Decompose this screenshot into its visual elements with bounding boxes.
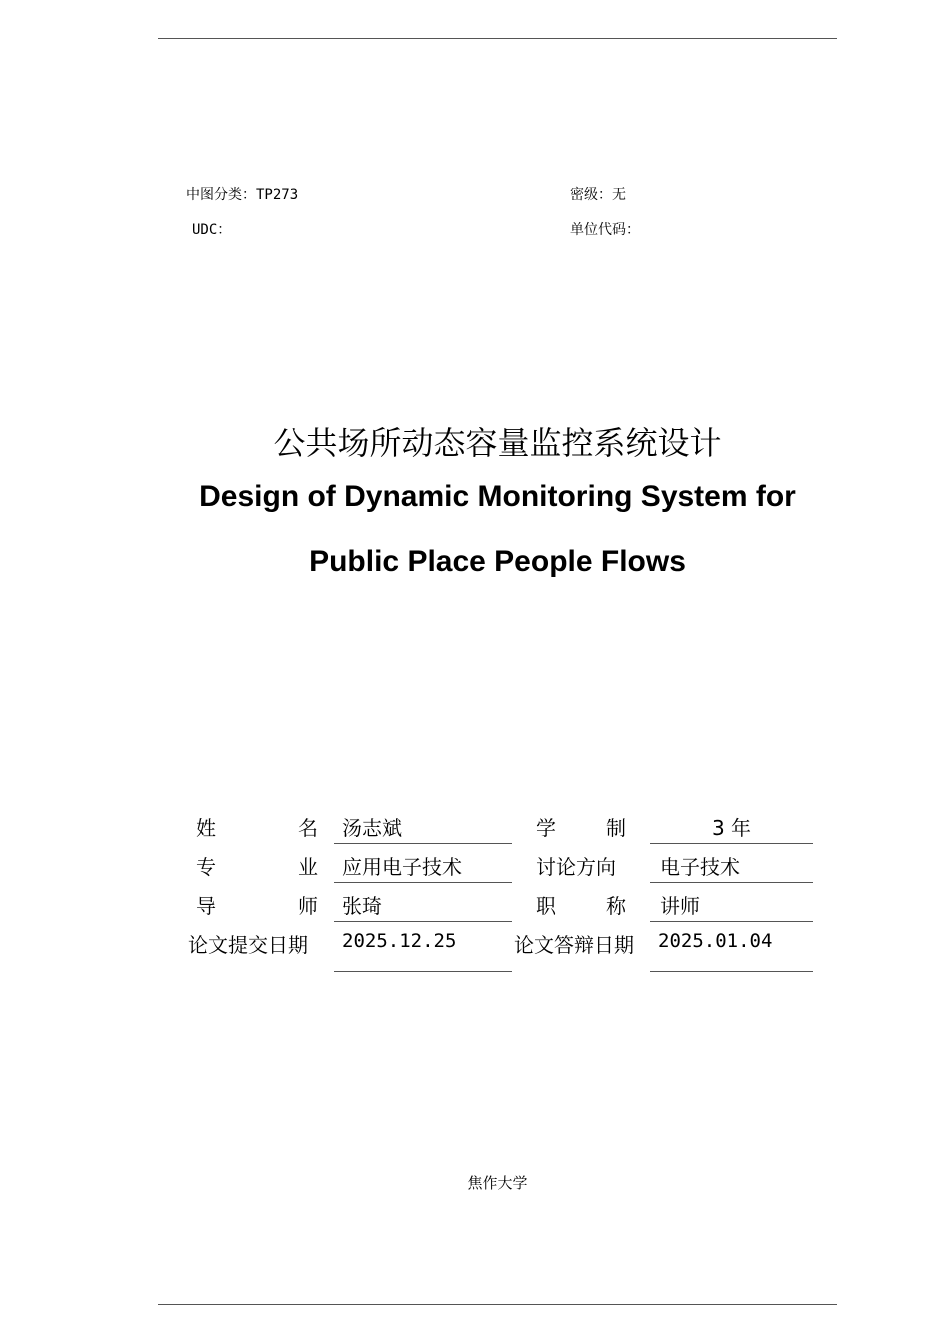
defense-date-value: 2025.01.04 <box>658 930 773 952</box>
underline-advisor <box>334 921 512 922</box>
major-label: 专 业 <box>196 855 318 879</box>
info-row-advisor <box>0 890 950 928</box>
underline-major <box>334 882 512 883</box>
advisor-label: 导 师 <box>196 894 318 918</box>
secret-level <box>570 184 626 204</box>
secret-label: 密级： <box>570 187 612 203</box>
bottom-rule <box>158 1304 837 1305</box>
udc-label: UDC： <box>192 222 232 238</box>
unit-code-label: 单位代码： <box>570 222 640 238</box>
job-title-label: 职 称 <box>536 894 626 918</box>
unit-code <box>570 219 640 239</box>
title-english-line2: Public Place People Flows <box>309 545 686 578</box>
direction-label: 讨论方向 <box>536 855 616 879</box>
direction-value: 电子技术 <box>660 855 740 879</box>
submit-date-label: 论文提交日期 <box>188 933 308 957</box>
underline-job-title <box>650 921 813 922</box>
submit-date-value: 2025.12.25 <box>342 930 457 952</box>
underline-system <box>650 843 813 844</box>
system-label: 学 制 <box>536 816 626 840</box>
info-row-name <box>0 812 950 850</box>
university-name: 焦作大学 <box>467 1174 528 1192</box>
title-chinese: 公共场所动态容量监控系统设计 <box>273 424 722 462</box>
major-value: 应用电子技术 <box>342 855 462 879</box>
defense-date-label: 论文答辩日期 <box>514 933 634 957</box>
underline-submit-date <box>334 971 512 972</box>
udc <box>192 219 231 239</box>
classification-value: TP273 <box>256 187 299 203</box>
underline-direction <box>650 882 813 883</box>
info-row-dates <box>0 929 950 967</box>
job-title-value: 讲师 <box>660 894 700 918</box>
title-english-line1: Design of Dynamic Monitoring System for <box>199 480 796 513</box>
name-value: 汤志斌 <box>342 816 402 840</box>
secret-value: 无 <box>612 187 626 203</box>
advisor-value: 张琦 <box>342 894 382 918</box>
underline-defense-date <box>650 971 813 972</box>
top-rule <box>158 38 837 39</box>
classification <box>186 184 298 204</box>
classification-label: 中图分类： <box>186 187 256 203</box>
system-value: 3 年 <box>711 816 752 840</box>
underline-name <box>334 843 512 844</box>
info-row-major <box>0 851 950 889</box>
name-label: 姓 名 <box>196 816 318 840</box>
